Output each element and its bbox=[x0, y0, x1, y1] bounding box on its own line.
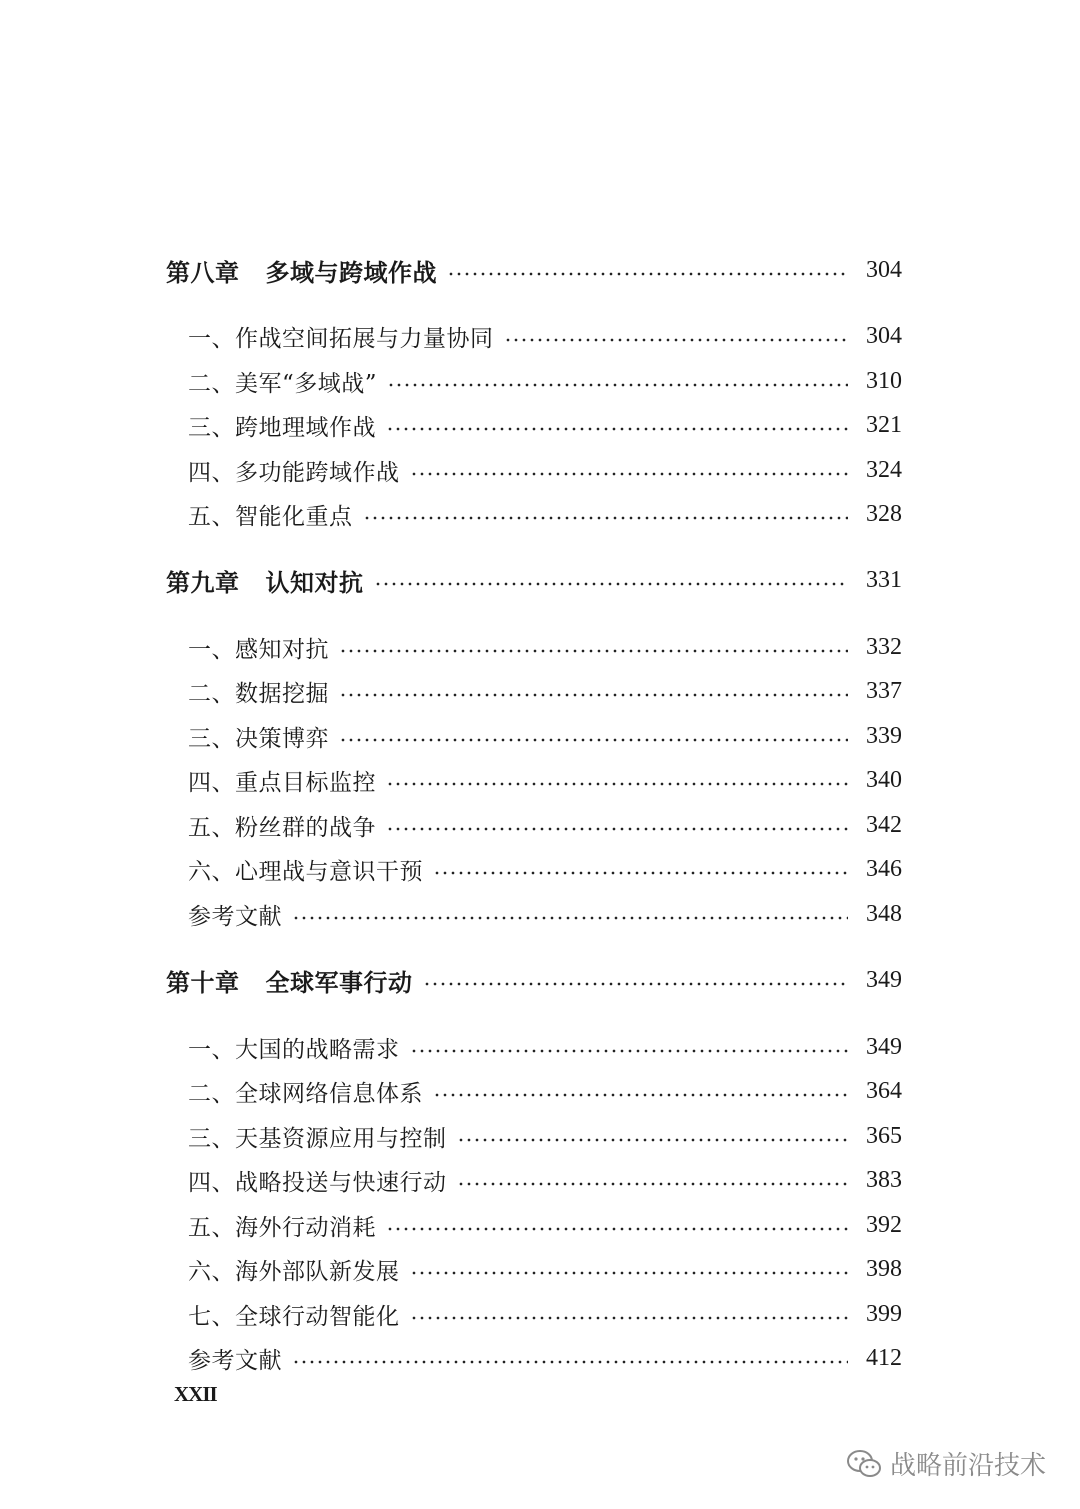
entry-title: 一、作战空间拓展与力量协同 bbox=[188, 325, 494, 352]
toc-entry[interactable] bbox=[166, 760, 902, 800]
page-folio: XXII bbox=[174, 1382, 217, 1406]
toc-entry[interactable] bbox=[166, 1160, 902, 1200]
toc-entry[interactable] bbox=[166, 1116, 902, 1156]
entry-title: 四、重点目标监控 bbox=[188, 769, 376, 796]
toc-entry[interactable] bbox=[166, 1205, 902, 1245]
page-number: 349 bbox=[866, 1033, 902, 1060]
dot-leader bbox=[423, 982, 849, 986]
dot-leader bbox=[457, 1138, 849, 1142]
page-number: 340 bbox=[866, 766, 902, 793]
entry-title: 一、感知对抗 bbox=[188, 636, 329, 663]
entry-title: 五、粉丝群的战争 bbox=[188, 814, 376, 841]
chapter-heading[interactable] bbox=[166, 960, 902, 1000]
page-number: 348 bbox=[866, 900, 902, 927]
toc-entry[interactable] bbox=[166, 494, 902, 534]
entry-title: 三、天基资源应用与控制 bbox=[188, 1125, 447, 1152]
dot-leader bbox=[410, 1049, 849, 1053]
entry-title: 三、决策博弈 bbox=[188, 725, 329, 752]
entry-title: 五、智能化重点 bbox=[188, 503, 353, 530]
dot-leader bbox=[292, 1360, 848, 1364]
page-number: 337 bbox=[866, 677, 902, 704]
chapter-label: 第十章 bbox=[166, 967, 240, 997]
toc-entry[interactable] bbox=[166, 1338, 902, 1378]
page-number: 342 bbox=[866, 811, 902, 838]
dot-leader bbox=[386, 1227, 848, 1231]
page-number: 398 bbox=[866, 1255, 902, 1282]
dot-leader bbox=[410, 1316, 849, 1320]
page-number: 332 bbox=[866, 633, 902, 660]
dot-leader bbox=[433, 1093, 848, 1097]
entry-title: 六、海外部队新发展 bbox=[188, 1258, 400, 1285]
chapter-title: 第十章 全球军事行动 bbox=[166, 963, 413, 998]
page-number: 324 bbox=[866, 456, 902, 483]
entry-title: 六、心理战与意识干预 bbox=[188, 858, 423, 885]
toc-entry[interactable] bbox=[166, 894, 902, 934]
entry-title: 五、海外行动消耗 bbox=[188, 1214, 376, 1241]
dot-leader bbox=[447, 272, 848, 276]
dot-leader bbox=[374, 582, 849, 586]
dot-leader bbox=[433, 871, 848, 875]
page-number: 304 bbox=[866, 256, 902, 283]
dot-leader bbox=[410, 1271, 849, 1275]
page-number: 392 bbox=[866, 1211, 902, 1238]
toc-entry[interactable] bbox=[166, 671, 902, 711]
entry-title: 参考文献 bbox=[188, 903, 282, 930]
dot-leader bbox=[339, 649, 848, 653]
entry-title: 四、战略投送与快速行动 bbox=[188, 1169, 447, 1196]
toc-entry[interactable] bbox=[166, 849, 902, 889]
page-number: 412 bbox=[866, 1344, 902, 1371]
entry-title: 七、全球行动智能化 bbox=[188, 1303, 400, 1330]
dot-leader bbox=[386, 427, 848, 431]
toc-entry[interactable] bbox=[166, 627, 902, 667]
page-number: 331 bbox=[866, 566, 902, 593]
toc-entry[interactable] bbox=[166, 805, 902, 845]
entry-title: 参考文献 bbox=[188, 1347, 282, 1374]
entry-title: 三、跨地理域作战 bbox=[188, 414, 376, 441]
watermark-text: 战略前沿技术 bbox=[889, 1451, 1046, 1481]
toc-entry[interactable] bbox=[166, 716, 902, 756]
dot-leader bbox=[504, 338, 849, 342]
entry-title: 四、多功能跨域作战 bbox=[188, 459, 400, 486]
toc-entry[interactable] bbox=[166, 1071, 902, 1111]
page-number: 321 bbox=[866, 411, 902, 438]
toc-entry[interactable] bbox=[166, 405, 902, 445]
dot-leader bbox=[292, 916, 848, 920]
page-number: 328 bbox=[866, 500, 902, 527]
dot-leader bbox=[363, 516, 849, 520]
dot-leader bbox=[387, 383, 848, 387]
page-number: 339 bbox=[866, 722, 902, 749]
page-number: 399 bbox=[866, 1300, 902, 1327]
dot-leader bbox=[410, 472, 849, 476]
chapter-title: 第八章 多域与跨域作战 bbox=[166, 253, 437, 288]
toc-entry[interactable] bbox=[166, 1294, 902, 1334]
toc-entry[interactable] bbox=[166, 1027, 902, 1067]
toc-entry[interactable] bbox=[166, 1249, 902, 1289]
entry-title: 二、美军“多域战” bbox=[188, 370, 378, 397]
chapter-label: 第九章 bbox=[166, 567, 240, 597]
entry-title: 二、全球网络信息体系 bbox=[188, 1080, 423, 1107]
dot-leader bbox=[339, 693, 848, 697]
chapter-heading[interactable] bbox=[166, 560, 902, 600]
wechat-icon bbox=[846, 1449, 882, 1479]
dot-leader bbox=[339, 738, 848, 742]
page-number: 310 bbox=[866, 367, 902, 394]
watermark bbox=[846, 1445, 1046, 1482]
toc-entry[interactable] bbox=[166, 316, 902, 356]
page-number: 349 bbox=[866, 966, 902, 993]
page-number: 346 bbox=[866, 855, 902, 882]
dot-leader bbox=[457, 1182, 849, 1186]
dot-leader bbox=[386, 782, 848, 786]
page-number: 383 bbox=[866, 1166, 902, 1193]
page-number: 364 bbox=[866, 1077, 902, 1104]
entry-title: 一、大国的战略需求 bbox=[188, 1036, 400, 1063]
toc-entry[interactable] bbox=[166, 361, 902, 401]
dot-leader bbox=[386, 827, 848, 831]
page-number: 304 bbox=[866, 322, 902, 349]
entry-title: 二、数据挖掘 bbox=[188, 680, 329, 707]
page-number: 365 bbox=[866, 1122, 902, 1149]
toc-entry[interactable] bbox=[166, 450, 902, 490]
chapter-heading[interactable] bbox=[166, 250, 902, 290]
chapter-label: 第八章 bbox=[166, 257, 240, 287]
chapter-title: 第九章 认知对抗 bbox=[166, 563, 364, 598]
